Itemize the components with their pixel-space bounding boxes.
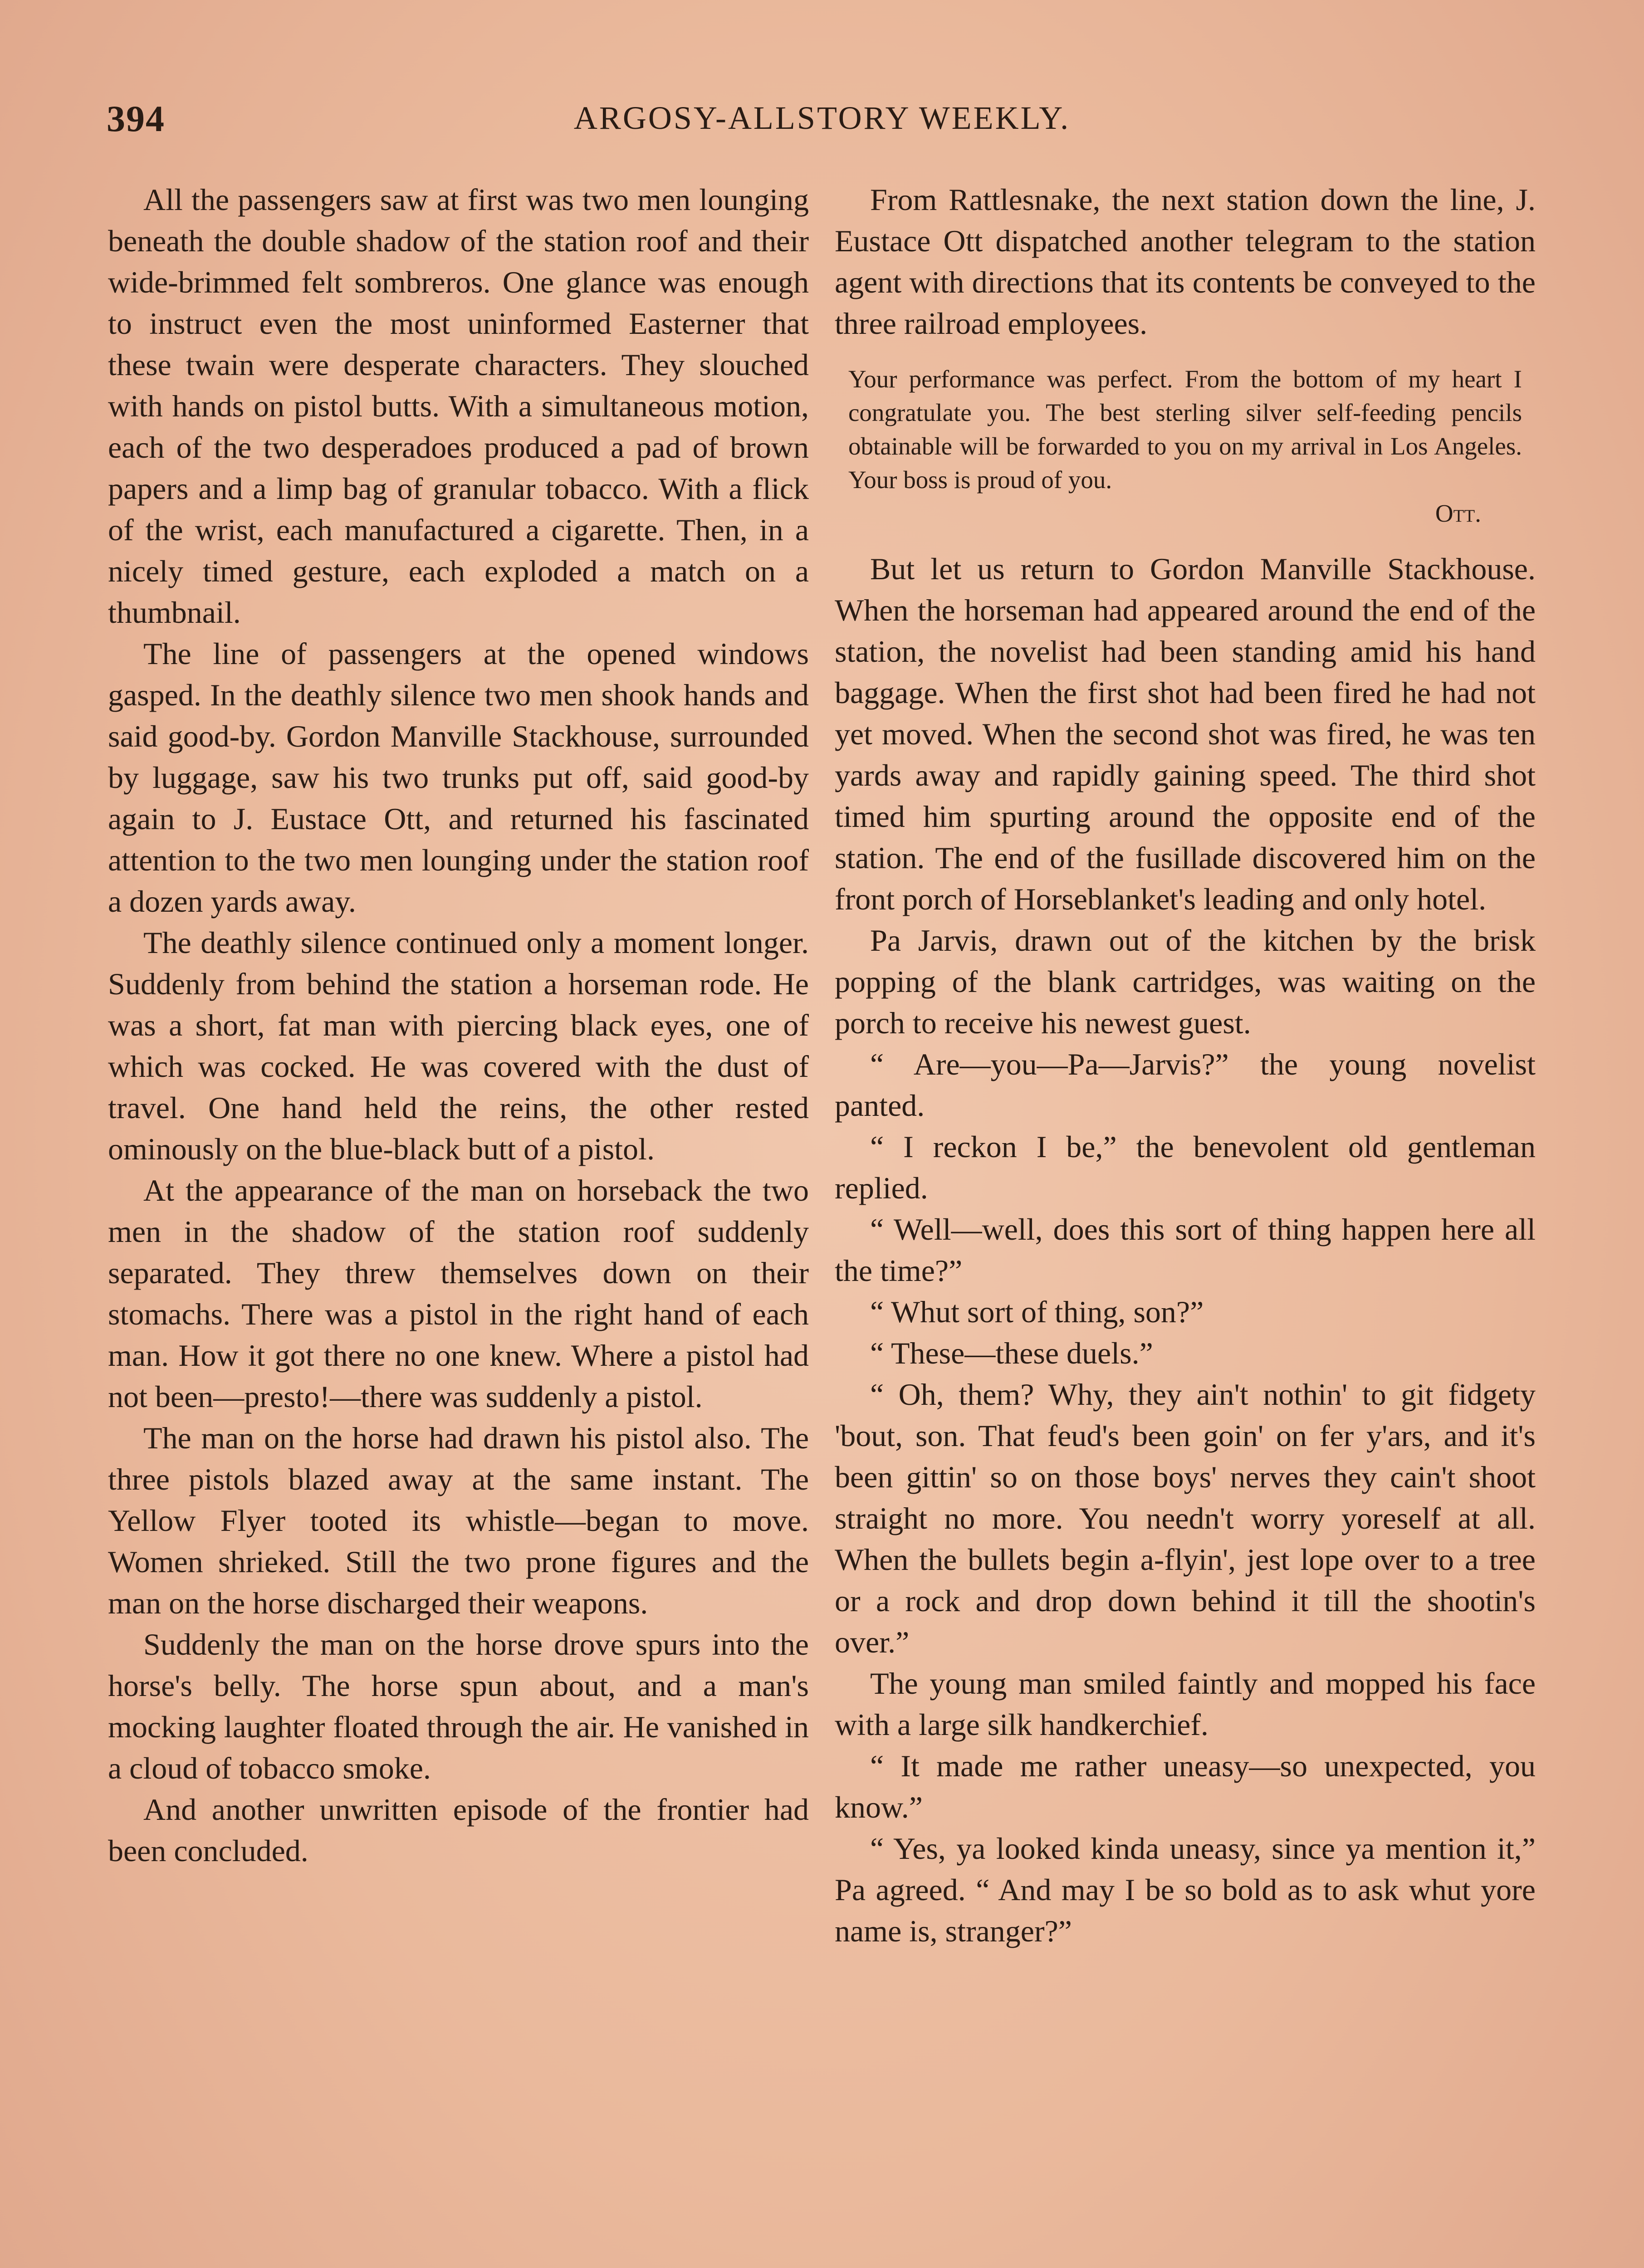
paragraph: “ Whut sort of thing, son?” [870,1295,1204,1329]
page-header [107,98,1537,147]
paragraph: “ It made me rather uneasy—so unexpected, you know.” [835,1749,1536,1824]
paragraph: “ Oh, them? Why, they ain't nothin' to git fidgety 'bout, son. That feud's been goin' on fer y'ars, and it's been gittin' so on those boys' nerves they cain't shoot straight no more. You needn't worry yoreself at all. When the bullets begin a-flyin', jest lope over to a tree or a rock and drop down behind it till the shootin's over.” [835,1377,1536,1659]
paragraph: “ Yes, ya looked kinda uneasy, since ya mention it,” Pa agreed. “ And may I be so bold as to ask whut yore name is, stranger?” [835,1831,1536,1948]
telegram-block [848,362,1522,530]
paragraph: But let us return to Gordon Manville Stackhouse. When the horseman had appeared around the end of the station, the novelist had been standing amid his hand baggage. When the first shot had been fired he had not yet moved. When the second shot was fired, he was ten yards away and rapidly gaining speed. The third shot timed him spurting around the opposite end of the station. The end of the fusillade discovered him on the front porch of Horseblanket's leading and only hotel. [835,552,1536,916]
right-column [835,179,1536,1952]
telegram-signature: Ott. [1435,499,1481,527]
paragraph: “ Are—you—Pa—Jarvis?” the young novelist panted. [835,1047,1536,1123]
paragraph: At the appearance of the man on horseback the two men in the shadow of the station roof suddenly separated. They threw themselves down on their stomachs. There was a pistol in the right hand of each man. How it got there no one knew. Where a pistol had not been—presto!—there was suddenly a pistol. [108,1173,809,1414]
paragraph: “ Well—well, does this sort of thing happen here all the time?” [835,1212,1536,1288]
paragraph: “ These—these duels.” [870,1336,1153,1370]
paragraph: Suddenly the man on the horse drove spurs into the horse's belly. The horse spun about, and a man's mocking laughter floated through the air. He vanished in a cloud of tobacco smoke. [108,1627,809,1785]
paragraph: The deathly silence continued only a moment longer. Suddenly from behind the station a horseman rode. He was a short, fat man with piercing black eyes, one of which was cocked. He was covered with the dust of travel. One hand held the reins, the other rested ominously on the blue-black butt of a pistol. [108,925,809,1166]
running-head: ARGOSY-ALLSTORY WEEKLY. [573,100,1071,136]
page-number: 394 [107,98,165,139]
paragraph: “ I reckon I be,” the benevolent old gentleman replied. [835,1129,1536,1205]
paragraph: All the passengers saw at first was two men lounging beneath the double shadow of the station roof and their wide-brimmed felt sombreros. One glance was enough to instruct even the most uninformed Easterner that these twain were desperate characters. They slouched with hands on pistol butts. With a simultaneous motion, each of the two desperadoes produced a pad of brown papers and a limp bag of granular tobacco. With a flick of the wrist, each manufactured a cigarette. Then, in a nicely timed gesture, each exploded a match on a thumbnail. [108,182,809,630]
left-column [108,179,809,1872]
paragraph: From Rattlesnake, the next station down the line, J. Eustace Ott dispatched another telegram to the station agent with directions that its contents be conveyed to the three railroad employees. [835,182,1536,341]
paragraph: Pa Jarvis, drawn out of the kitchen by the brisk popping of the blank cartridges, was waiting on the porch to receive his newest guest. [835,923,1536,1040]
paragraph: The young man smiled faintly and mopped his face with a large silk handkerchief. [835,1666,1536,1742]
paragraph: And another unwritten episode of the frontier had been concluded. [108,1792,809,1868]
telegram-text: Your performance was perfect. From the bottom of my heart I congratulate you. The best sterling silver self-feeding pencils obtainable will be forwarded to you on my arrival in Los Angeles. Your boss is proud of you. [848,365,1522,494]
paragraph: The man on the horse had drawn his pistol also. The three pistols blazed away at the same instant. The Yellow Flyer tooted its whistle—began to move. Women shrieked. Still the two prone figures and the man on the horse discharged their weapons. [108,1421,809,1620]
paragraph: The line of passengers at the opened windows gasped. In the deathly silence two men shook hands and said good-by. Gordon Manville Stackhouse, surrounded by luggage, saw his two trunks put off, said good-by again to J. Eustace Ott, and returned his fascinated attention to the two men lounging under the station roof a dozen yards away. [108,636,809,919]
